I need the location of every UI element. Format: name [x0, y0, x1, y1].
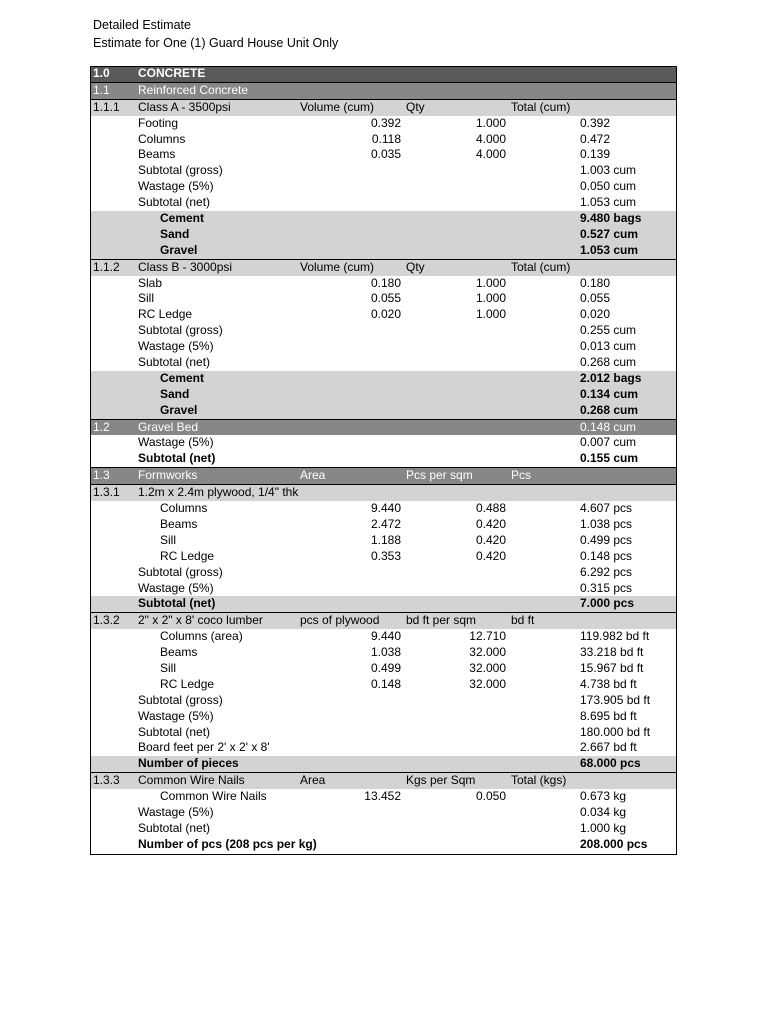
item-description: Wastage (5%) [138, 580, 214, 595]
table-row [90, 339, 677, 355]
item-description: Board feet per 2' x 2' x 8' [138, 740, 270, 755]
total-value: 4.738 bd ft [580, 676, 637, 691]
total-value: 0.527 cum [580, 226, 639, 241]
table-row [90, 581, 677, 597]
item-description: Sand [160, 386, 190, 401]
table-row [90, 501, 677, 517]
total-value: 0.007 cum [580, 435, 637, 450]
item-description: Class A - 3500psi [138, 99, 231, 114]
table-row [90, 227, 677, 243]
factor-value: 0.050 [475, 789, 506, 804]
factor-value: 0.420 [475, 548, 506, 563]
item-description: Columns (area) [160, 629, 243, 644]
total-value: 119.982 bd ft [580, 629, 650, 644]
section-row-1-1 [90, 82, 677, 99]
table-row [90, 387, 677, 403]
item-description: Subtotal (net) [138, 195, 211, 210]
quantity-value: 0.392 [370, 115, 401, 130]
factor-value: 0.420 [475, 532, 506, 547]
item-description: Columns [138, 131, 186, 146]
item-description: Sill [160, 532, 177, 547]
factor-value: 1.000 [475, 307, 506, 322]
column-header: Area [300, 468, 326, 483]
total-value: 208.000 pcs [580, 836, 648, 851]
total-value: 1.003 cum [580, 163, 637, 178]
table-row [90, 549, 677, 565]
column-header: Kgs per Sqm [406, 773, 476, 788]
item-description: Wastage (5%) [138, 179, 214, 194]
table-row [90, 163, 677, 179]
section-row-1-3-2 [90, 612, 677, 629]
item-description: 1.2m x 2.4m plywood, 1/4" thk [138, 485, 299, 500]
total-value: 1.053 cum [580, 195, 637, 210]
table-row [90, 677, 677, 693]
item-description: Sill [138, 291, 155, 306]
factor-value: 32.000 [469, 645, 506, 660]
table-row [90, 195, 677, 211]
table-row [90, 371, 677, 387]
section-row-1-1-2 [90, 259, 677, 276]
item-description: Class B - 3000psi [138, 259, 233, 274]
column-header: Pcs [511, 468, 532, 483]
column-header: Area [300, 773, 326, 788]
column-header: Volume (cum) [300, 259, 375, 274]
table-row [90, 147, 677, 163]
column-header: Pcs per sqm [406, 468, 473, 483]
factor-value: 1.000 [475, 115, 506, 130]
section-row-1-3-1 [90, 484, 677, 501]
table-row [90, 276, 677, 292]
item-description: Beams [160, 645, 198, 660]
item-description: Subtotal (gross) [138, 323, 223, 338]
quantity-value: 1.188 [370, 532, 401, 547]
column-header: Total (kgs) [511, 773, 567, 788]
table-row [90, 725, 677, 741]
item-description: Sand [160, 226, 190, 241]
quantity-value: 13.452 [364, 789, 401, 804]
item-description: Wastage (5%) [138, 708, 214, 723]
total-value: 33.218 bd ft [580, 645, 644, 660]
total-value: 0.013 cum [580, 339, 637, 354]
factor-value: 4.000 [475, 131, 506, 146]
table-row [90, 179, 677, 195]
quantity-value: 9.440 [370, 501, 401, 516]
quantity-value: 0.353 [370, 548, 401, 563]
item-description: Gravel Bed [138, 419, 199, 434]
item-description: Subtotal (net) [138, 451, 216, 466]
item-description: Subtotal (net) [138, 596, 216, 611]
item-description: Gravel [160, 402, 198, 417]
item-description: Reinforced Concrete [138, 82, 249, 97]
column-header: bd ft [511, 613, 535, 628]
estimate-table [90, 66, 677, 853]
table-row [90, 132, 677, 148]
column-header: Total (cum) [511, 259, 571, 274]
total-value: 15.967 bd ft [580, 660, 644, 675]
column-header: Volume (cum) [300, 99, 375, 114]
quantity-value: 1.038 [370, 645, 401, 660]
item-description: Subtotal (net) [138, 355, 211, 370]
quantity-value: 9.440 [370, 629, 401, 644]
total-value: 0.148 cum [580, 419, 637, 434]
column-header: Qty [406, 259, 425, 274]
total-value: 0.268 cum [580, 355, 637, 370]
item-description: Common Wire Nails [138, 773, 245, 788]
item-description: Gravel [160, 242, 198, 257]
item-description: Cement [160, 211, 205, 226]
table-row [90, 805, 677, 821]
item-number: 1.2 [93, 419, 110, 434]
item-description: Slab [138, 275, 163, 290]
factor-value: 1.000 [475, 275, 506, 290]
quantity-value: 0.020 [370, 307, 401, 322]
item-number: 1.3.2 [93, 613, 120, 628]
item-description: RC Ledge [160, 548, 215, 563]
total-value: 0.134 cum [580, 386, 639, 401]
item-description: Wastage (5%) [138, 435, 214, 450]
total-value: 0.055 [580, 291, 611, 306]
total-value: 68.000 pcs [580, 756, 641, 771]
section-row-1-3 [90, 467, 677, 484]
total-value: 1.053 cum [580, 242, 639, 257]
table-row [90, 565, 677, 581]
item-description: Wastage (5%) [138, 339, 214, 354]
column-header: bd ft per sqm [406, 613, 477, 628]
item-description: Subtotal (gross) [138, 564, 223, 579]
total-value: 4.607 pcs [580, 501, 633, 516]
total-value: 0.673 kg [580, 789, 627, 804]
item-description: RC Ledge [160, 676, 215, 691]
document-title: Detailed Estimate [93, 18, 191, 32]
table-row [90, 693, 677, 709]
item-description: Subtotal (gross) [138, 692, 223, 707]
table-row [90, 756, 677, 772]
item-description: Number of pieces [138, 756, 239, 771]
item-description: Cement [160, 370, 205, 385]
quantity-value: 0.118 [371, 131, 401, 146]
table-row [90, 645, 677, 661]
section-row-1-3-3 [90, 772, 677, 789]
item-number: 1.1.1 [93, 99, 120, 114]
item-number: 1.3.3 [93, 773, 120, 788]
table-row [90, 323, 677, 339]
item-number: 1.1 [93, 82, 110, 97]
factor-value: 32.000 [469, 660, 506, 675]
table-row [90, 355, 677, 371]
total-value: 0.139 [580, 147, 611, 162]
item-description: Subtotal (gross) [138, 163, 223, 178]
total-value: 0.255 cum [580, 323, 637, 338]
factor-value: 12.710 [469, 629, 506, 644]
total-value: 1.000 kg [580, 820, 627, 835]
column-header: Total (cum) [511, 99, 571, 114]
item-description: Footing [138, 115, 179, 130]
quantity-value: 0.035 [370, 147, 401, 162]
table-row [90, 211, 677, 227]
total-value: 0.034 kg [580, 804, 627, 819]
item-number: 1.1.2 [93, 259, 120, 274]
total-value: 0.020 [580, 307, 611, 322]
total-value: 0.050 cum [580, 179, 637, 194]
table-row [90, 709, 677, 725]
section-row-1-0 [90, 66, 677, 82]
quantity-value: 2.472 [370, 516, 401, 531]
item-description: 2" x 2" x 8' coco lumber [138, 613, 263, 628]
quantity-value: 0.055 [370, 291, 401, 306]
item-number: 1.3.1 [93, 485, 120, 500]
item-number: 1.0 [93, 66, 110, 80]
quantity-value: 0.499 [370, 660, 401, 675]
total-value: 0.148 pcs [580, 548, 633, 563]
table-row [90, 291, 677, 307]
table-row [90, 533, 677, 549]
factor-value: 4.000 [475, 147, 506, 162]
item-description: Sill [160, 660, 177, 675]
total-value: 0.499 pcs [580, 532, 633, 547]
item-number: 1.3 [93, 468, 110, 483]
total-value: 2.667 bd ft [580, 740, 637, 755]
table-row [90, 451, 677, 467]
item-description: Beams [160, 516, 198, 531]
item-description: Wastage (5%) [138, 804, 214, 819]
item-description: Beams [138, 147, 176, 162]
document-subtitle: Estimate for One (1) Guard House Unit Only [93, 36, 339, 50]
total-value: 1.038 pcs [580, 516, 633, 531]
quantity-value: 0.180 [370, 275, 401, 290]
table-row [90, 403, 677, 419]
column-header: Qty [406, 99, 425, 114]
total-value: 6.292 pcs [580, 564, 633, 579]
table-row [90, 629, 677, 645]
total-value: 9.480 bags [580, 211, 642, 226]
total-value: 0.268 cum [580, 402, 639, 417]
total-value: 173.905 bd ft [580, 692, 651, 707]
total-value: 0.315 pcs [580, 580, 633, 595]
table-row [90, 740, 677, 756]
total-value: 2.012 bags [580, 370, 642, 385]
table-row [90, 596, 677, 612]
item-description: Number of pcs (208 pcs per kg) [138, 836, 317, 851]
factor-value: 0.488 [475, 501, 506, 516]
table-row [90, 821, 677, 837]
factor-value: 0.420 [475, 516, 506, 531]
section-row-1-2 [90, 419, 677, 436]
item-description: RC Ledge [138, 307, 193, 322]
factor-value: 1.000 [475, 291, 506, 306]
quantity-value: 0.148 [370, 676, 401, 691]
table-row [90, 661, 677, 677]
item-description: Subtotal (net) [138, 820, 211, 835]
item-description: Formworks [138, 468, 198, 483]
table-row [90, 517, 677, 533]
table-row [90, 789, 677, 805]
column-header: pcs of plywood [300, 613, 380, 628]
table-row [90, 243, 677, 259]
factor-value: 32.000 [469, 676, 506, 691]
total-value: 0.392 [580, 115, 611, 130]
total-value: 0.180 [580, 275, 611, 290]
table-row [90, 435, 677, 451]
total-value: 0.472 [580, 131, 611, 146]
table-row [90, 116, 677, 132]
item-description: Subtotal (net) [138, 724, 211, 739]
table-row [90, 307, 677, 323]
total-value: 7.000 pcs [580, 596, 635, 611]
item-description: CONCRETE [138, 66, 206, 80]
item-description: Common Wire Nails [160, 789, 267, 804]
section-row-1-1-1 [90, 99, 677, 116]
table-row [90, 837, 677, 853]
item-description: Columns [160, 501, 208, 516]
total-value: 0.155 cum [580, 451, 639, 466]
total-value: 180.000 bd ft [580, 724, 651, 739]
total-value: 8.695 bd ft [580, 708, 637, 723]
